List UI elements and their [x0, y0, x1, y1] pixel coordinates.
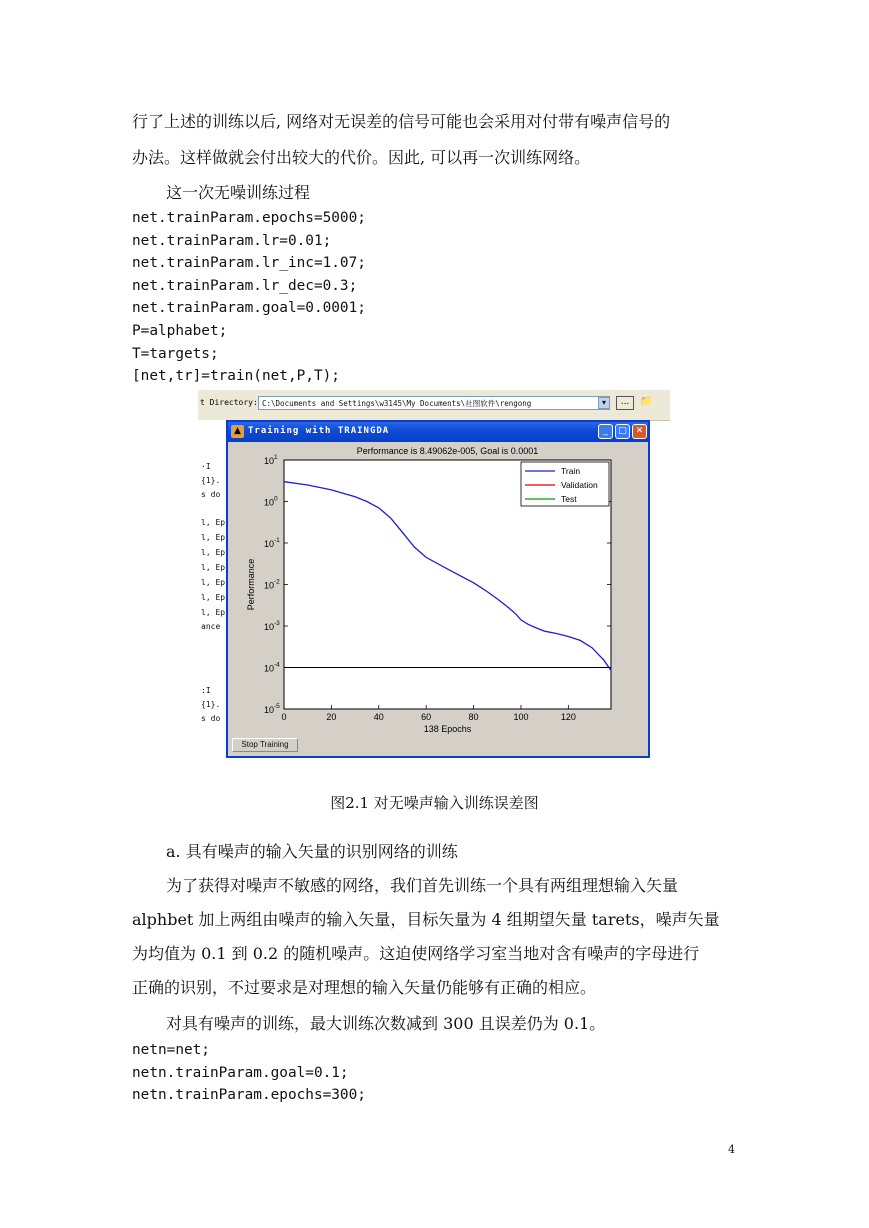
command-text-fragment: {1}.	[201, 700, 221, 709]
paragraph-line: 对具有噪声的训练，最大训练次数减到 300 且误差仍为 0.1。	[166, 1014, 606, 1033]
legend-label: Test	[561, 494, 577, 504]
command-text-fragment: l, Ep	[201, 533, 226, 542]
paragraph-line: 办法。这样做就会付出较大的代价。因此, 可以再一次训练网络。	[132, 148, 591, 167]
y-tick-exponent: 1	[274, 454, 278, 461]
close-button[interactable]: ✕	[632, 424, 647, 439]
command-text-fragment: l, Ep	[201, 548, 226, 557]
y-tick-exponent: -5	[274, 703, 280, 710]
y-tick-exponent: -2	[274, 578, 280, 586]
code-line: [net,tr]=train(net,P,T);	[132, 368, 340, 385]
command-text-fragment: l, Ep	[201, 563, 226, 572]
x-tick-label: 120	[560, 712, 576, 722]
command-text-fragment: l, Ep	[201, 608, 226, 617]
code-line: net.trainParam.lr=0.01;	[132, 232, 332, 249]
x-tick-label: 80	[468, 712, 479, 722]
y-tick-label: $10^{-4}$	[264, 661, 280, 674]
code-line: T=targets;	[132, 345, 219, 362]
legend-label: Train	[561, 466, 581, 476]
y-tick-exponent: -3	[274, 620, 280, 627]
paragraph-line: 行了上述的训练以后, 网络对无误差的信号可能也会采用对付带有噪声信号的	[132, 112, 671, 131]
x-tick-label: 0	[281, 712, 287, 722]
toolbar-label: t Directory:	[200, 398, 258, 407]
command-text-fragment: ·I	[201, 462, 211, 471]
code-line: netn.trainParam.epochs=300;	[132, 1087, 366, 1104]
code-line: net.trainParam.lr_dec=0.3;	[132, 277, 358, 294]
window-title: Training with TRAINGDA	[248, 426, 390, 436]
y-tick-exponent: -4	[274, 661, 280, 669]
command-window-fragment	[198, 420, 226, 760]
performance-chart	[228, 442, 648, 756]
y-tick-label: $10^{-3}$	[264, 620, 280, 632]
code-line: net.trainParam.goal=0.0001;	[132, 300, 366, 317]
x-tick-label: 40	[373, 712, 384, 722]
code-line: netn.trainParam.goal=0.1;	[132, 1064, 349, 1081]
command-text-fragment: s do	[201, 490, 221, 499]
minimize-button[interactable]: _	[598, 424, 613, 439]
paragraph-line: alphbet 加上两组由噪声的输入矢量，目标矢量为 4 组期望矢量 tarets，噪声矢量	[132, 910, 720, 929]
y-tick-label: $10^{-2}$	[264, 578, 280, 591]
paragraph-line: 为了获得对噪声不敏感的网络，我们首先训练一个具有两组理想输入矢量	[166, 876, 679, 895]
section-heading: a. 具有噪声的输入矢量的识别网络的训练	[166, 842, 458, 861]
maximize-button[interactable]: □	[615, 424, 630, 439]
legend-label: Validation	[561, 480, 598, 490]
command-text-fragment: {1}.	[201, 476, 221, 485]
code-line: net.trainParam.lr_inc=1.07;	[132, 255, 366, 272]
directory-path-field[interactable]: C:\Documents and Settings\w3145\My Documents\社图软件\rengong	[258, 396, 610, 410]
chart-title: Performance is 8.49062e-005, Goal is 0.0001	[356, 446, 539, 456]
code-line: net.trainParam.epochs=5000;	[132, 210, 366, 226]
directory-toolbar	[198, 390, 670, 421]
paragraph-line: 这一次无噪训练过程	[166, 183, 311, 202]
page-number: 4	[728, 1143, 735, 1156]
y-tick-label: $10^{-1}$	[264, 537, 280, 549]
browse-button[interactable]: ...	[616, 396, 634, 410]
figure-caption: 图2.1 对无噪声输入训练误差图	[330, 794, 539, 812]
window-titlebar	[228, 422, 648, 442]
x-tick-label: 100	[513, 712, 529, 722]
folder-up-icon[interactable]: 📁	[640, 396, 653, 407]
code-line: P=alphabet;	[132, 323, 228, 339]
matlab-icon: ▲	[231, 425, 244, 438]
training-window	[226, 420, 650, 758]
command-text-fragment: l, Ep	[201, 593, 226, 602]
code-line: netn=net;	[132, 1042, 210, 1058]
paragraph-line: 正确的识别，不过要求是对理想的输入矢量仍能够有正确的相应。	[132, 978, 597, 997]
y-tick-label: $10^{-5}$	[264, 703, 280, 715]
training-screenshot	[198, 390, 670, 760]
command-text-fragment: ance	[201, 622, 221, 631]
stop-training-button[interactable]: Stop Training	[232, 738, 298, 752]
paragraph-line: 为均值为 0.1 到 0.2 的随机噪声。这迫使网络学习室当地对含有噪声的字母进行	[132, 944, 700, 963]
command-text-fragment: l, Ep	[201, 518, 226, 527]
y-tick-exponent: -1	[274, 537, 280, 544]
x-tick-label: 20	[326, 712, 337, 722]
command-text-fragment: l, Ep	[201, 578, 226, 587]
y-tick-label: $10^0$	[264, 495, 278, 508]
x-axis-label: 138 Epochs	[423, 724, 472, 734]
command-text-fragment: :I	[201, 686, 211, 695]
y-tick-exponent: 0	[274, 495, 278, 503]
x-tick-label: 60	[421, 712, 432, 722]
y-tick-label: $10^1$	[264, 454, 278, 466]
chevron-down-icon[interactable]: ▾	[598, 397, 610, 409]
y-axis-label: Performance	[246, 558, 256, 611]
command-text-fragment: s do	[201, 714, 221, 723]
